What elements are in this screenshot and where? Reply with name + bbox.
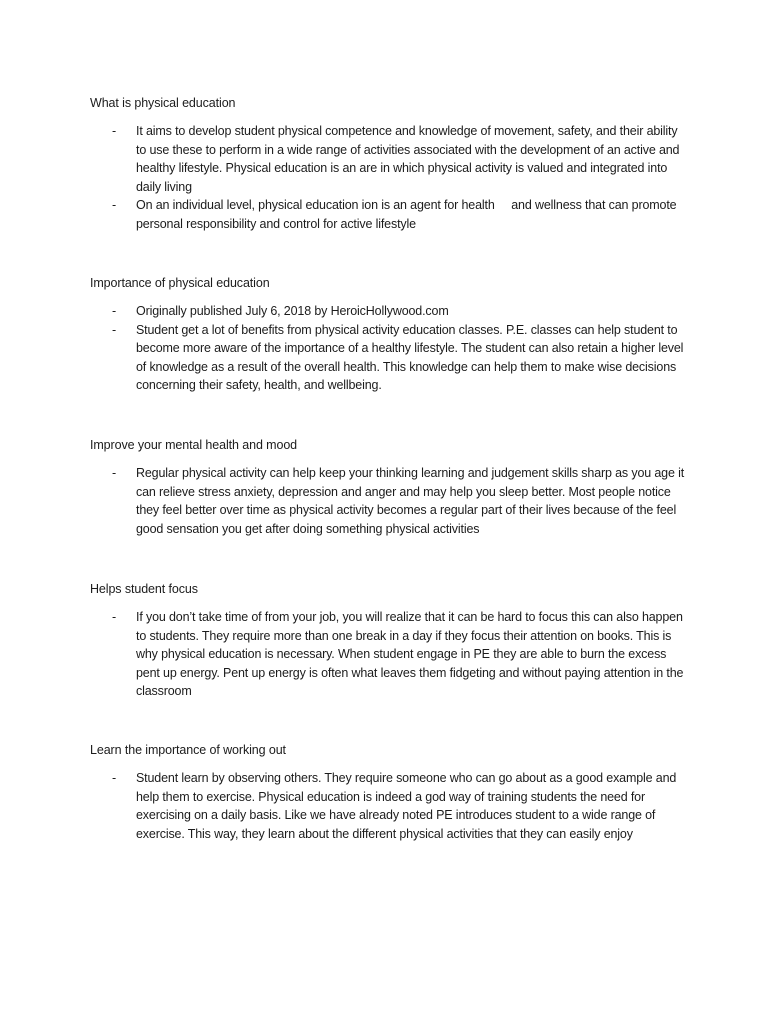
bullet-dash: - — [112, 610, 117, 624]
section-mental-health — [90, 436, 690, 538]
section-heading: Importance of physical education — [90, 276, 270, 290]
list-item — [90, 769, 690, 843]
bullet-dash: - — [112, 124, 117, 138]
bullet-text: Student get a lot of benefits from physical activity education classes. P.E. classes can help student to become more aware of the importance of a healthy lifestyle. The student can also retain a higher level of knowledge as a result of the overall health. This knowledge can help them to make wise decisions concerning their safety, health, and wellbeing. — [136, 322, 684, 393]
bullet-list — [90, 608, 690, 701]
section-importance-of-pe — [90, 274, 690, 395]
section-heading: What is physical education — [90, 96, 236, 110]
section-student-focus — [90, 580, 690, 701]
bullet-text: Originally published July 6, 2018 by HeroicHollywood.com — [136, 304, 449, 318]
bullet-text: It aims to develop student physical competence and knowledge of movement, safety, and their ability to use these to perform in a wide range of activities associated with the development of an active and healthy lifestyle. Physical education is an are in which physical activity is valued and integrated into daily living — [136, 124, 680, 194]
list-item — [90, 608, 690, 701]
bullet-dash: - — [112, 304, 117, 318]
bullet-text: Regular physical activity can help keep your thinking learning and judgement skills sharp as you age it can relieve stress anxiety, depression and anger and may help you sleep better. Most people notice they feel better over time as physical activity becomes a regular part of their lives because of the feel good sensation you get after doing something physical activities — [136, 466, 685, 536]
bullet-text: Student learn by observing others. They require someone who can go about as a good example and help them to exercise. Physical education is indeed a god way of training students the need for exercising on a daily basis. Like we have already noted PE introduces student to a wide range of exercise. This way, they learn about the different physical activities that they can easily enjoy — [136, 771, 677, 841]
list-item — [90, 302, 690, 321]
bullet-list — [90, 122, 690, 234]
bullet-text: If you don’t take time of from your job, you will realize that it can be hard to focus this can also happen to students. They require more than one break in a day if they focus their attention on books. This is why physical education is necessary. When student engage in PE they are able to burn the excess pent up energy. Pent up energy is often what leaves them fidgeting and without paying attention in the classroom — [136, 610, 684, 699]
list-item — [90, 122, 690, 196]
bullet-dash: - — [112, 771, 117, 785]
list-item — [90, 321, 690, 395]
bullet-text: On an individual level, physical education ion is an agent for health and wellness that can promote personal responsibility and control for active lifestyle — [136, 198, 680, 231]
section-heading: Improve your mental health and mood — [90, 438, 298, 452]
bullet-dash: - — [112, 322, 117, 337]
section-heading: Learn the importance of working out — [90, 743, 286, 757]
bullet-list — [90, 302, 690, 395]
section-heading: Helps student focus — [90, 582, 198, 596]
list-item — [90, 196, 690, 233]
section-working-out — [90, 741, 690, 843]
section-what-is-pe — [90, 94, 690, 234]
bullet-dash: - — [112, 466, 117, 480]
bullet-dash: - — [112, 198, 117, 213]
bullet-list — [90, 464, 690, 538]
list-item — [90, 464, 690, 538]
bullet-list — [90, 769, 690, 843]
